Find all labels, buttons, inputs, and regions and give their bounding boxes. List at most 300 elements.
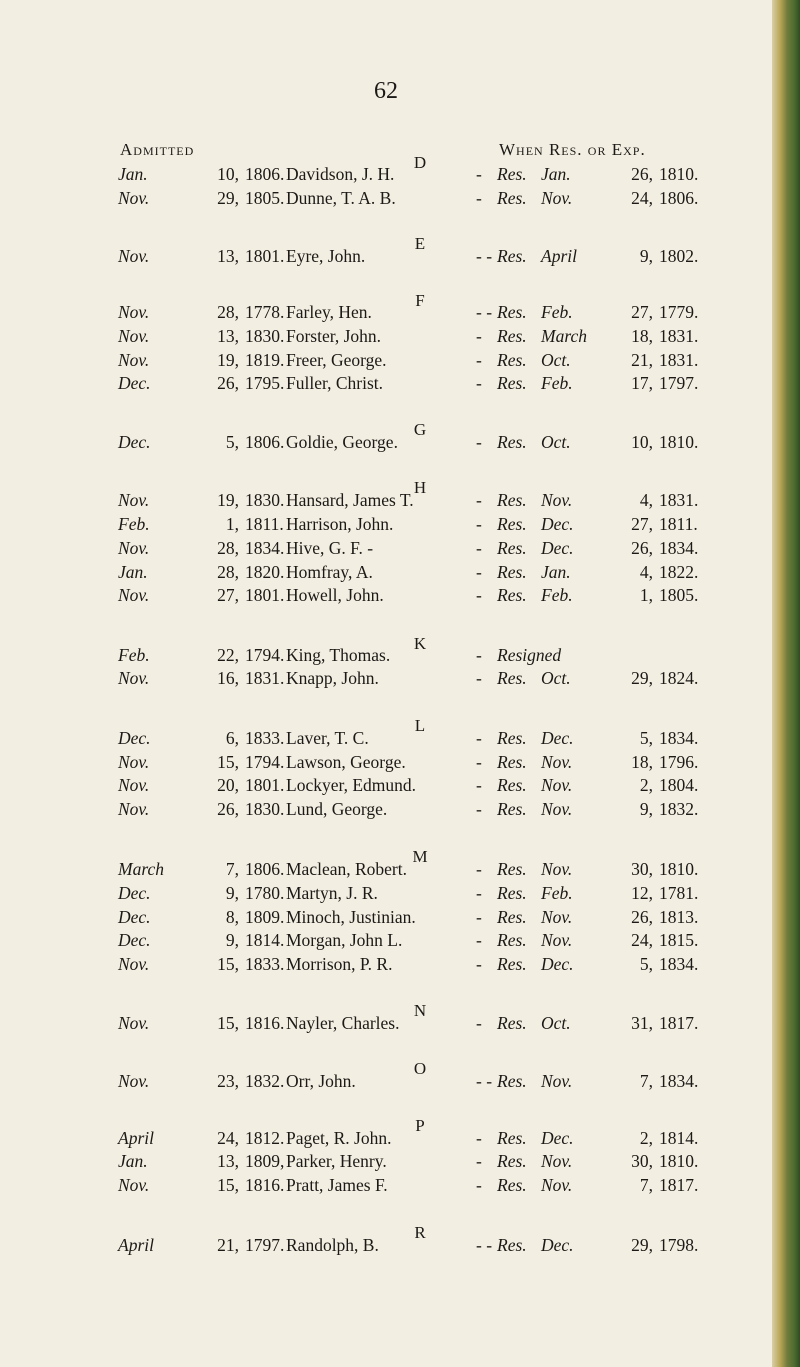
- resignation-day: 29,: [631, 668, 653, 688]
- member-name: Laver, T. C.: [286, 728, 369, 748]
- admitted-day: 27,: [217, 585, 239, 605]
- leader-dash: -: [476, 432, 482, 452]
- admitted-day: 20,: [217, 775, 239, 795]
- resignation-year: 1817.: [659, 1175, 699, 1195]
- register-entry: [0, 952, 772, 976]
- admitted-day: 22,: [217, 645, 239, 665]
- admitted-year: 1816.: [245, 1175, 285, 1195]
- member-name: Morrison, P. R.: [286, 954, 393, 974]
- admitted-day: 28,: [217, 538, 239, 558]
- resignation-year: 1834.: [659, 954, 699, 974]
- leader-dash: - -: [476, 1071, 493, 1091]
- leader-dash: -: [476, 799, 482, 819]
- resignation-day: 30,: [631, 859, 653, 879]
- resignation-day: 10,: [631, 432, 653, 452]
- resignation-day: 9,: [639, 799, 653, 819]
- leader-dash: -: [476, 164, 482, 184]
- resignation-year: 1802.: [659, 246, 699, 266]
- resignation-status: Res.: [497, 907, 527, 927]
- resignation-year: 1779.: [659, 302, 699, 322]
- resignation-month: April: [541, 246, 577, 266]
- admitted-day: 9,: [225, 883, 239, 903]
- admitted-day: 6,: [225, 728, 239, 748]
- admitted-year: 1809.: [245, 907, 285, 927]
- register-entry: [0, 186, 772, 210]
- register-entry: [0, 1126, 772, 1150]
- section-letter-h: H: [413, 478, 427, 497]
- resignation-year: 1804.: [659, 775, 699, 795]
- admitted-year: 1832.: [245, 1071, 285, 1091]
- resignation-status: Res.: [497, 538, 527, 558]
- admitted-month: Dec.: [118, 373, 151, 393]
- register-entry: [0, 643, 772, 667]
- admitted-year: 1830.: [245, 490, 285, 510]
- leader-dash: -: [476, 538, 482, 558]
- leader-dash: - -: [476, 1235, 493, 1255]
- admitted-year: 1805.: [245, 188, 285, 208]
- leader-dash: -: [476, 954, 482, 974]
- admitted-day: 15,: [217, 1175, 239, 1195]
- resignation-status: Res.: [497, 246, 527, 266]
- resignation-day: 4,: [639, 490, 653, 510]
- register-entry: [0, 1233, 772, 1257]
- resignation-status: Res.: [497, 562, 527, 582]
- member-name: Forster, John.: [286, 326, 382, 346]
- resignation-year: 1814.: [659, 1128, 699, 1148]
- resignation-day: 18,: [631, 752, 653, 772]
- admitted-day: 8,: [225, 907, 239, 927]
- resignation-day: 21,: [631, 350, 653, 370]
- resignation-year: 1797.: [659, 373, 699, 393]
- resignation-year: 1806.: [659, 188, 699, 208]
- member-name: Martyn, J. R.: [286, 883, 378, 903]
- member-name: Orr, John.: [286, 1071, 356, 1091]
- leader-dash: -: [476, 585, 482, 605]
- leader-dash: -: [476, 728, 482, 748]
- admitted-month: Nov.: [118, 752, 150, 772]
- member-name: Lawson, George.: [286, 752, 406, 772]
- resignation-month: Feb.: [541, 585, 573, 605]
- admitted-year: 1780.: [245, 883, 285, 903]
- resignation-month: Nov.: [541, 907, 573, 927]
- resignation-day: 5,: [639, 728, 653, 748]
- register-entry: [0, 583, 772, 607]
- admitted-month: Nov.: [118, 1013, 150, 1033]
- resignation-year: 1781.: [659, 883, 699, 903]
- resignation-month: Nov.: [541, 775, 573, 795]
- register-entry: [0, 512, 772, 536]
- admitted-day: 15,: [217, 1013, 239, 1033]
- register-entry: [0, 560, 772, 584]
- admitted-day: 19,: [217, 350, 239, 370]
- admitted-year: 1801.: [245, 246, 285, 266]
- admitted-month: Nov.: [118, 326, 150, 346]
- admitted-month: Dec.: [118, 728, 151, 748]
- resignation-month: Dec.: [541, 728, 574, 748]
- resignation-status: Res.: [497, 1175, 527, 1195]
- register-entry: [0, 857, 772, 881]
- admitted-month: Dec.: [118, 930, 151, 950]
- leader-dash: - -: [476, 246, 493, 266]
- resignation-day: 7,: [639, 1175, 653, 1195]
- admitted-day: 23,: [217, 1071, 239, 1091]
- when-res-column-header: When Res. or Exp.: [499, 140, 646, 159]
- resignation-status: Res.: [497, 1235, 527, 1255]
- resignation-status: Res.: [497, 883, 527, 903]
- admitted-year: 1816.: [245, 1013, 285, 1033]
- resignation-month: Oct.: [541, 432, 571, 452]
- resignation-year: 1832.: [659, 799, 699, 819]
- admitted-day: 1,: [225, 514, 239, 534]
- resignation-month: Dec.: [541, 1235, 574, 1255]
- leader-dash: - -: [476, 302, 493, 322]
- resignation-status: Res.: [497, 302, 527, 322]
- resignation-year: 1817.: [659, 1013, 699, 1033]
- admitted-month: Nov.: [118, 799, 150, 819]
- admitted-month: Jan.: [118, 562, 148, 582]
- admitted-year: 1830.: [245, 326, 285, 346]
- admitted-year: 1834.: [245, 538, 285, 558]
- member-name: Maclean, Robert.: [286, 859, 407, 879]
- member-name: Davidson, J. H.: [286, 164, 395, 184]
- register-entry: [0, 905, 772, 929]
- resignation-status: Res.: [497, 585, 527, 605]
- resignation-day: 26,: [631, 164, 653, 184]
- admitted-month: Nov.: [118, 954, 150, 974]
- leader-dash: -: [476, 188, 482, 208]
- register-entry: [0, 244, 772, 268]
- admitted-month: Nov.: [118, 490, 150, 510]
- admitted-day: 21,: [217, 1235, 239, 1255]
- member-name: Lund, George.: [286, 799, 388, 819]
- admitted-year: 1806.: [245, 432, 285, 452]
- resignation-month: Dec.: [541, 538, 574, 558]
- resignation-month: Oct.: [541, 1013, 571, 1033]
- admitted-day: 5,: [225, 432, 239, 452]
- resignation-year: 1798.: [659, 1235, 699, 1255]
- admitted-month: Dec.: [118, 432, 151, 452]
- admitted-month: Nov.: [118, 538, 150, 558]
- admitted-month: April: [118, 1235, 154, 1255]
- admitted-year: 1820.: [245, 562, 285, 582]
- resignation-day: 9,: [639, 246, 653, 266]
- member-name: Howell, John.: [286, 585, 384, 605]
- member-name: Goldie, George.: [286, 432, 398, 452]
- register-entry: [0, 162, 772, 186]
- member-name: Pratt, James F.: [286, 1175, 388, 1195]
- resignation-day: 27,: [631, 514, 653, 534]
- admitted-month: Nov.: [118, 302, 150, 322]
- member-name: Farley, Hen.: [286, 302, 372, 322]
- section-letter-e: E: [414, 234, 426, 253]
- admitted-month: Feb.: [118, 514, 150, 534]
- resignation-month: Nov.: [541, 490, 573, 510]
- resignation-status: Res.: [497, 775, 527, 795]
- leader-dash: -: [476, 775, 482, 795]
- resignation-day: 26,: [631, 538, 653, 558]
- section-letter-p: P: [415, 1116, 425, 1135]
- resignation-month: Oct.: [541, 668, 571, 688]
- admitted-day: 16,: [217, 668, 239, 688]
- resignation-day: 26,: [631, 907, 653, 927]
- section-letter-g: G: [413, 420, 427, 439]
- member-name: Minoch, Justinian.: [286, 907, 416, 927]
- resignation-status: Res.: [497, 752, 527, 772]
- admitted-month: Jan.: [118, 1151, 148, 1171]
- admitted-year: 1812.: [245, 1128, 285, 1148]
- resignation-year: 1822.: [659, 562, 699, 582]
- admitted-month: Nov.: [118, 1071, 150, 1091]
- resignation-month: Nov.: [541, 752, 573, 772]
- resignation-month: Nov.: [541, 859, 573, 879]
- page-number: 62: [374, 78, 398, 104]
- resignation-day: 12,: [631, 883, 653, 903]
- admitted-day: 15,: [217, 752, 239, 772]
- resignation-day: 7,: [639, 1071, 653, 1091]
- resignation-day: 31,: [631, 1013, 653, 1033]
- register-entry: [0, 881, 772, 905]
- resignation-year: 1834.: [659, 1071, 699, 1091]
- resignation-year: 1805.: [659, 585, 699, 605]
- register-entry: [0, 773, 772, 797]
- resignation-month: Nov.: [541, 1071, 573, 1091]
- register-entry: [0, 666, 772, 690]
- member-name: Dunne, T. A. B.: [286, 188, 396, 208]
- admitted-year: 1814.: [245, 930, 285, 950]
- resignation-status: Res.: [497, 799, 527, 819]
- resignation-status: Res.: [497, 668, 527, 688]
- resignation-status: Res.: [497, 1151, 527, 1171]
- admitted-day: 13,: [217, 326, 239, 346]
- resignation-status: Res.: [497, 1128, 527, 1148]
- member-name: Randolph, B.: [286, 1235, 379, 1255]
- page-edge-binding: [772, 0, 800, 1367]
- admitted-day: 13,: [217, 246, 239, 266]
- register-entry: [0, 750, 772, 774]
- member-name: Hansard, James T.: [286, 490, 414, 510]
- member-name: King, Thomas.: [286, 645, 391, 665]
- resignation-status: Res.: [497, 930, 527, 950]
- resignation-month: Nov.: [541, 930, 573, 950]
- admitted-year: 1819.: [245, 350, 285, 370]
- register-entry: [0, 371, 772, 395]
- resignation-status: Res.: [497, 326, 527, 346]
- member-name: Parker, Henry.: [286, 1151, 387, 1171]
- admitted-month: Dec.: [118, 907, 151, 927]
- resignation-year: 1810.: [659, 859, 699, 879]
- resignation-month: Nov.: [541, 799, 573, 819]
- resignation-month: Feb.: [541, 373, 573, 393]
- section-letter-r: R: [414, 1223, 426, 1242]
- section-letter-f: F: [415, 291, 425, 310]
- section-letter-d: D: [413, 153, 427, 172]
- member-name: Fuller, Christ.: [286, 373, 384, 393]
- resignation-year: 1810.: [659, 164, 699, 184]
- resignation-status: Res.: [497, 1013, 527, 1033]
- leader-dash: -: [476, 645, 482, 665]
- resignation-status: Res.: [497, 432, 527, 452]
- resignation-year: 1831.: [659, 326, 699, 346]
- leader-dash: -: [476, 1013, 482, 1033]
- resignation-status: Res.: [497, 188, 527, 208]
- admitted-day: 26,: [217, 373, 239, 393]
- resignation-year: 1811.: [659, 514, 698, 534]
- resignation-year: 1810.: [659, 1151, 699, 1171]
- admitted-month: Nov.: [118, 1175, 150, 1195]
- register-entry: [0, 928, 772, 952]
- leader-dash: -: [476, 752, 482, 772]
- resignation-day: 4,: [639, 562, 653, 582]
- resignation-day: 18,: [631, 326, 653, 346]
- register-entry: [0, 488, 772, 512]
- section-letter-n: N: [413, 1001, 427, 1020]
- admitted-year: 1778.: [245, 302, 285, 322]
- resignation-month: Nov.: [541, 1151, 573, 1171]
- member-name: Hive, G. F. -: [286, 538, 374, 558]
- register-entry: [0, 1069, 772, 1093]
- admitted-year: 1811.: [245, 514, 284, 534]
- resignation-month: Dec.: [541, 954, 574, 974]
- admitted-month: Nov.: [118, 350, 150, 370]
- leader-dash: -: [476, 562, 482, 582]
- resignation-status: Res.: [497, 350, 527, 370]
- resignation-status: Res.: [497, 164, 527, 184]
- resignation-year: 1810.: [659, 432, 699, 452]
- member-name: Eyre, John.: [286, 246, 366, 266]
- resignation-year: 1796.: [659, 752, 699, 772]
- resignation-status: Resigned: [497, 645, 562, 665]
- admitted-month: Nov.: [118, 246, 150, 266]
- admitted-column-header: Admitted: [120, 140, 195, 159]
- register-entry: [0, 1173, 772, 1197]
- admitted-month: Feb.: [118, 645, 150, 665]
- admitted-month: Dec.: [118, 883, 151, 903]
- admitted-day: 9,: [225, 930, 239, 950]
- resignation-month: Dec.: [541, 1128, 574, 1148]
- resignation-status: Res.: [497, 514, 527, 534]
- register-entry: [0, 300, 772, 324]
- section-letter-k: K: [413, 634, 427, 653]
- resignation-day: 24,: [631, 930, 653, 950]
- leader-dash: -: [476, 930, 482, 950]
- leader-dash: -: [476, 1175, 482, 1195]
- register-entry: [0, 536, 772, 560]
- admitted-day: 13,: [217, 1151, 239, 1171]
- resignation-status: Res.: [497, 954, 527, 974]
- admitted-year: 1806.: [245, 164, 285, 184]
- admitted-year: 1833.: [245, 954, 285, 974]
- section-letter-o: O: [413, 1059, 427, 1078]
- admitted-day: 10,: [217, 164, 239, 184]
- resignation-day: 24,: [631, 188, 653, 208]
- resignation-year: 1813.: [659, 907, 699, 927]
- section-letter-l: L: [414, 716, 426, 735]
- leader-dash: -: [476, 350, 482, 370]
- leader-dash: -: [476, 373, 482, 393]
- leader-dash: -: [476, 1151, 482, 1171]
- resignation-status: Res.: [497, 859, 527, 879]
- member-name: Morgan, John L.: [286, 930, 403, 950]
- member-name: Lockyer, Edmund.: [286, 775, 417, 795]
- admitted-month: Nov.: [118, 668, 150, 688]
- admitted-year: 1795.: [245, 373, 285, 393]
- admitted-day: 29,: [217, 188, 239, 208]
- admitted-year: 1794.: [245, 645, 285, 665]
- resignation-day: 1,: [639, 585, 653, 605]
- section-letter-m: M: [412, 847, 428, 866]
- resignation-year: 1824.: [659, 668, 699, 688]
- admitted-month: Jan.: [118, 164, 148, 184]
- admitted-year: 1830.: [245, 799, 285, 819]
- register-entry: [0, 348, 772, 372]
- admitted-day: 28,: [217, 562, 239, 582]
- resignation-year: 1831.: [659, 490, 699, 510]
- leader-dash: -: [476, 1128, 482, 1148]
- admitted-day: 28,: [217, 302, 239, 322]
- leader-dash: -: [476, 859, 482, 879]
- register-entry: [0, 726, 772, 750]
- register-entry: [0, 324, 772, 348]
- admitted-day: 19,: [217, 490, 239, 510]
- register-entry: [0, 430, 772, 454]
- resignation-year: 1815.: [659, 930, 699, 950]
- resignation-month: Feb.: [541, 883, 573, 903]
- resignation-day: 27,: [631, 302, 653, 322]
- admitted-month: Nov.: [118, 775, 150, 795]
- resignation-day: 2,: [639, 1128, 653, 1148]
- admitted-year: 1794.: [245, 752, 285, 772]
- resignation-status: Res.: [497, 490, 527, 510]
- leader-dash: -: [476, 514, 482, 534]
- admitted-day: 24,: [217, 1128, 239, 1148]
- admitted-day: 26,: [217, 799, 239, 819]
- resignation-year: 1831.: [659, 350, 699, 370]
- resignation-day: 29,: [631, 1235, 653, 1255]
- member-name: Freer, George.: [286, 350, 387, 370]
- leader-dash: -: [476, 907, 482, 927]
- member-name: Paget, R. John.: [286, 1128, 392, 1148]
- admitted-year: 1831.: [245, 668, 285, 688]
- admitted-day: 15,: [217, 954, 239, 974]
- admitted-month: Nov.: [118, 585, 150, 605]
- leader-dash: -: [476, 490, 482, 510]
- resignation-status: Res.: [497, 1071, 527, 1091]
- resignation-day: 30,: [631, 1151, 653, 1171]
- register-entry: [0, 797, 772, 821]
- member-name: Nayler, Charles.: [286, 1013, 400, 1033]
- resignation-day: 5,: [639, 954, 653, 974]
- resignation-month: Feb.: [541, 302, 573, 322]
- resignation-month: Jan.: [541, 562, 571, 582]
- leader-dash: -: [476, 326, 482, 346]
- resignation-month: Dec.: [541, 514, 574, 534]
- register-entry: [0, 1011, 772, 1035]
- resignation-month: Jan.: [541, 164, 571, 184]
- resignation-day: 17,: [631, 373, 653, 393]
- member-name: Homfray, A.: [286, 562, 373, 582]
- admitted-year: 1809,: [245, 1151, 285, 1171]
- resignation-year: 1834.: [659, 728, 699, 748]
- resignation-day: 2,: [639, 775, 653, 795]
- admitted-year: 1797.: [245, 1235, 285, 1255]
- resignation-month: Nov.: [541, 188, 573, 208]
- resignation-month: Nov.: [541, 1175, 573, 1195]
- admitted-day: 7,: [225, 859, 239, 879]
- resignation-month: Oct.: [541, 350, 571, 370]
- admitted-month: April: [118, 1128, 154, 1148]
- register-entry: [0, 1149, 772, 1173]
- resignation-year: 1834.: [659, 538, 699, 558]
